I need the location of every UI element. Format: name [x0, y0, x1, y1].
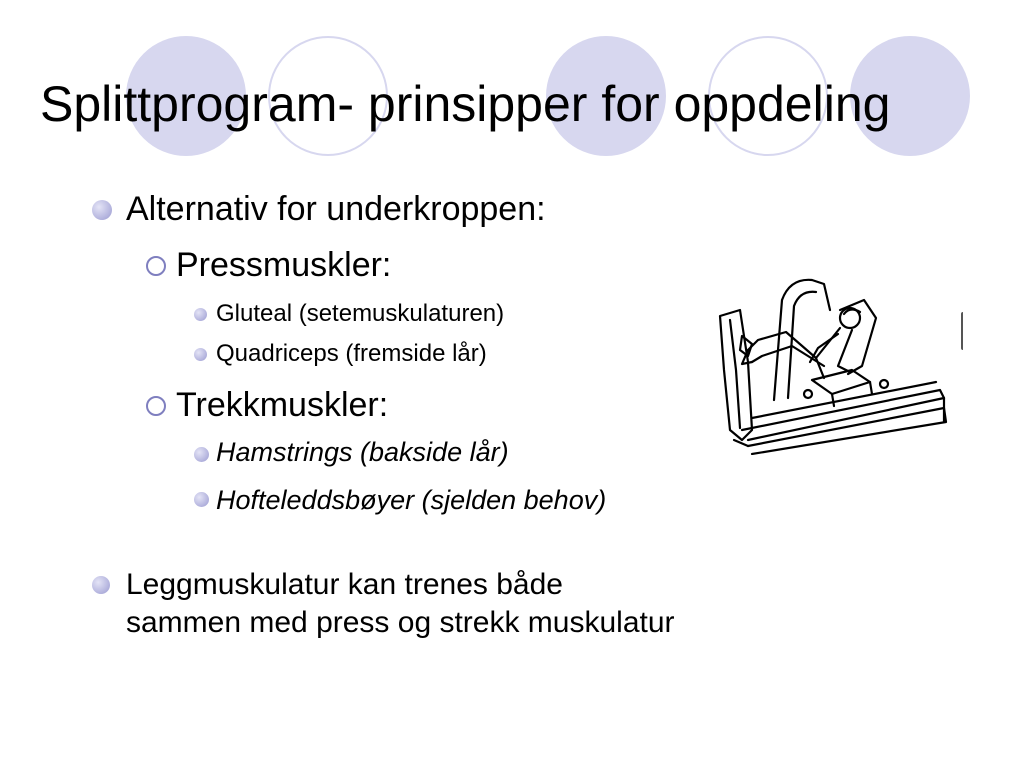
- bullet-marker: [92, 576, 110, 594]
- leg-press-machine-illustration: [712, 270, 952, 455]
- bullet-marker: [194, 447, 209, 462]
- sub-bullet-item: Trekkmuskler:: [176, 386, 389, 424]
- sub-bullet-item: Pressmuskler:: [176, 246, 392, 284]
- sub-bullet-marker: [146, 396, 166, 416]
- edge-mark: [961, 312, 966, 350]
- slide-title: Splittprogram- prinsipper for oppdeling: [40, 76, 891, 132]
- bullet-marker: [194, 308, 207, 321]
- bullet-item: Alternativ for underkroppen:: [126, 190, 546, 228]
- sub-sub-bullet-item: Hamstrings (bakside lår): [216, 437, 509, 467]
- sub-bullet-marker: [146, 256, 166, 276]
- bullet-item: Leggmuskulatur kan trenes både sammen med press og strekk muskulatur: [126, 568, 675, 639]
- sub-sub-bullet-item: Quadriceps (fremside lår): [216, 340, 487, 367]
- sub-sub-bullet-item: Hofteleddsbøyer (sjelden behov): [216, 485, 607, 515]
- bullet-marker: [92, 200, 112, 220]
- sub-sub-bullet-item: Gluteal (setemuskulaturen): [216, 300, 505, 327]
- bullet-marker: [194, 492, 209, 507]
- bullet-marker: [194, 348, 207, 361]
